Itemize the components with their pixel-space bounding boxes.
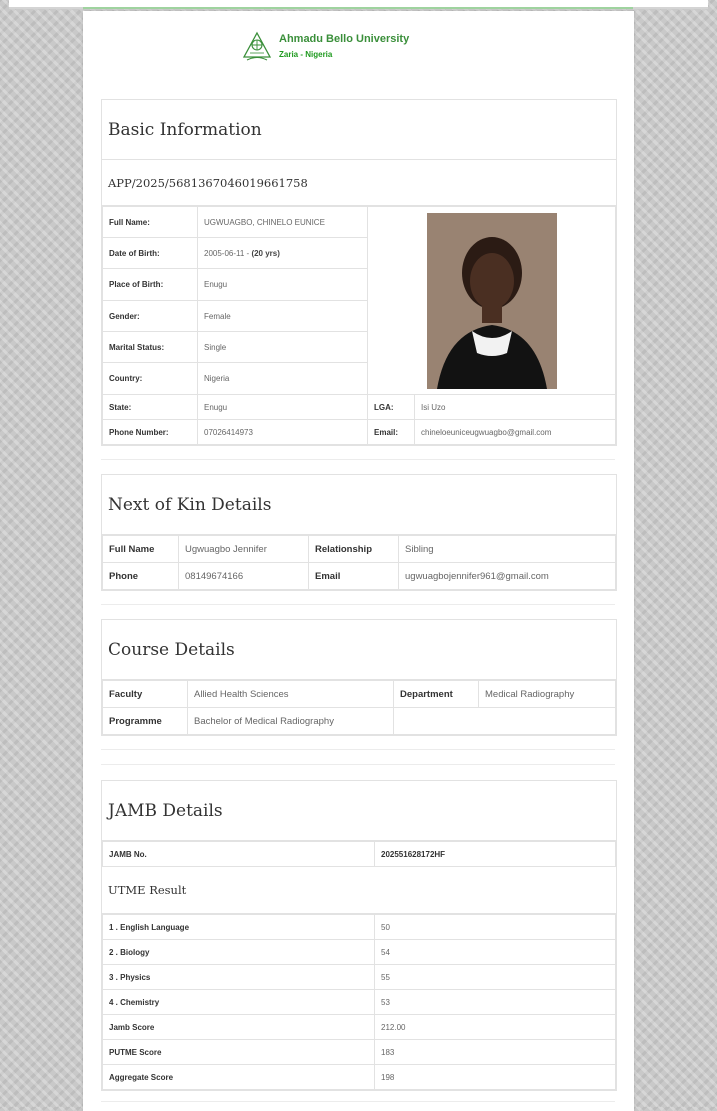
utme-row-label: 4 . Chemistry <box>103 990 375 1015</box>
pob-value: Enugu <box>198 269 368 301</box>
utme-row-value: 54 <box>375 940 616 965</box>
utme-row-label: 1 . English Language <box>103 915 375 940</box>
utme-row-value: 53 <box>375 990 616 1015</box>
kin-email-label: Email <box>309 563 399 590</box>
utme-row-label: 2 . Biology <box>103 940 375 965</box>
university-header <box>241 31 409 63</box>
dob-label: Date of Birth: <box>103 238 198 269</box>
faculty-label: Faculty <box>103 681 188 708</box>
divider <box>101 1101 615 1102</box>
jamb-number-table <box>102 841 616 867</box>
empty-cell <box>394 708 616 735</box>
basic-information-title: Basic Information <box>108 119 262 140</box>
utme-row-label: 3 . Physics <box>103 965 375 990</box>
gender-value: Female <box>198 301 368 332</box>
kin-fullname-label: Full Name <box>103 536 179 563</box>
jamb-details-title: JAMB Details <box>108 800 223 821</box>
pob-label: Place of Birth: <box>103 269 198 301</box>
applicant-photo <box>427 213 557 389</box>
kin-phone-value: 08149674166 <box>179 563 309 590</box>
country-label: Country: <box>103 363 198 395</box>
next-of-kin-title: Next of Kin Details <box>108 494 272 515</box>
course-details-card <box>101 619 617 736</box>
kin-relationship-value: Sibling <box>399 536 616 563</box>
university-logo-icon <box>241 31 273 63</box>
jamb-score-label: Jamb Score <box>103 1015 375 1040</box>
basic-information-card <box>101 99 617 446</box>
phone-value: 07026414973 <box>198 420 368 445</box>
aggregate-score-label: Aggregate Score <box>103 1065 375 1090</box>
divider <box>101 764 615 765</box>
lga-label: LGA: <box>368 395 415 420</box>
jamb-no-label: JAMB No. <box>103 842 375 867</box>
country-value: Nigeria <box>198 363 368 395</box>
course-details-title: Course Details <box>108 639 235 660</box>
divider <box>101 604 615 605</box>
dob-value: 2005-06-11 - <box>204 248 252 258</box>
department-label: Department <box>394 681 479 708</box>
gender-label: Gender: <box>103 301 198 332</box>
top-bar-accent <box>83 7 633 9</box>
putme-score-value: 183 <box>375 1040 616 1065</box>
programme-label: Programme <box>103 708 188 735</box>
state-label: State: <box>103 395 198 420</box>
kin-relationship-label: Relationship <box>309 536 399 563</box>
utme-row-value: 55 <box>375 965 616 990</box>
email-value: chineloeuniceugwuagbo@gmail.com <box>415 420 616 445</box>
next-of-kin-table <box>102 535 616 590</box>
aggregate-score-value: 198 <box>375 1065 616 1090</box>
application-number: APP/2025/5681367046019661758 <box>102 160 616 206</box>
email-label: Email: <box>368 420 415 445</box>
jamb-no-value: 202551628172HF <box>375 842 616 867</box>
state-value: Enugu <box>198 395 368 420</box>
full-name-value: UGWUAGBO, CHINELO EUNICE <box>198 207 368 238</box>
marital-status-value: Single <box>198 332 368 363</box>
lga-value: Isi Uzo <box>415 395 616 420</box>
divider <box>101 749 615 750</box>
faculty-value: Allied Health Sciences <box>188 681 394 708</box>
jamb-score-value: 212.00 <box>375 1015 616 1040</box>
department-value: Medical Radiography <box>479 681 616 708</box>
age-value: (20 yrs) <box>251 248 280 258</box>
photo-cell <box>368 207 616 395</box>
next-of-kin-card <box>101 474 617 591</box>
kin-fullname-value: Ugwuagbo Jennifer <box>179 536 309 563</box>
university-location: Zaria - Nigeria <box>279 50 333 59</box>
utme-result-title: UTME Result <box>102 867 616 914</box>
kin-phone-label: Phone <box>103 563 179 590</box>
utme-result-table <box>102 914 616 1090</box>
university-name: Ahmadu Bello University <box>279 33 410 45</box>
programme-value: Bachelor of Medical Radiography <box>188 708 394 735</box>
phone-label: Phone Number: <box>103 420 198 445</box>
kin-email-value: ugwuagbojennifer961@gmail.com <box>399 563 616 590</box>
full-name-label: Full Name: <box>103 207 198 238</box>
application-page <box>83 11 634 1111</box>
jamb-details-card <box>101 780 617 1091</box>
basic-info-table <box>102 206 616 445</box>
course-details-table <box>102 680 616 735</box>
marital-status-label: Marital Status: <box>103 332 198 363</box>
putme-score-label: PUTME Score <box>103 1040 375 1065</box>
divider <box>101 459 615 460</box>
top-bar <box>9 0 708 9</box>
utme-row-value: 50 <box>375 915 616 940</box>
